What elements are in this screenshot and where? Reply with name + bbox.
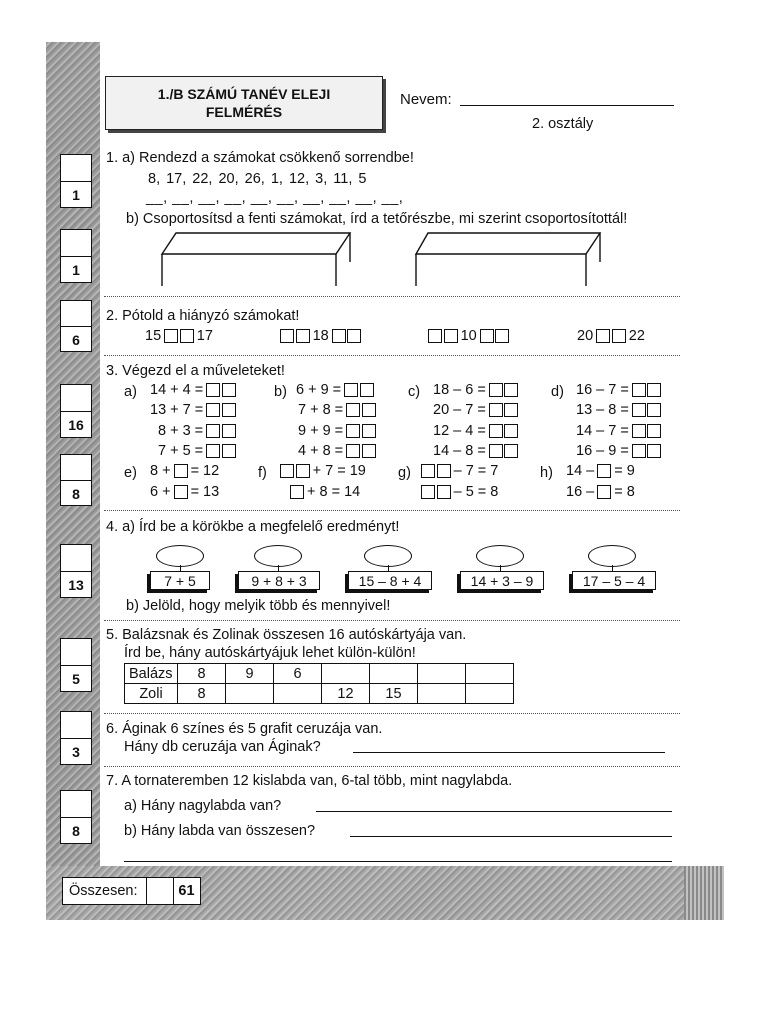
q3d-row bbox=[576, 443, 661, 459]
q3-equation: 4 + 8 = bbox=[298, 443, 344, 459]
q3-letter-h: h) bbox=[540, 465, 553, 481]
q4b-instruction: b) Jelöld, hogy melyik több és mennyivel! bbox=[126, 598, 391, 614]
section-divider bbox=[104, 355, 680, 356]
q3-equation: 20 – 7 = bbox=[433, 402, 486, 418]
q2-number: 15 bbox=[145, 328, 162, 344]
answer-box[interactable] bbox=[180, 329, 194, 343]
answer-box[interactable] bbox=[362, 424, 376, 438]
cards-table bbox=[124, 663, 514, 704]
score-value: 1 bbox=[72, 262, 80, 278]
q3-equation-part: + 8 = 14 bbox=[307, 484, 361, 500]
q3b-row bbox=[298, 402, 376, 418]
answer-box[interactable] bbox=[421, 485, 435, 499]
q3-equation-part: = 9 bbox=[614, 463, 635, 479]
q2-number: 18 bbox=[312, 328, 329, 344]
answer-box[interactable] bbox=[222, 403, 236, 417]
q3-equation: 14 – 8 = bbox=[433, 443, 486, 459]
answer-box[interactable] bbox=[174, 485, 188, 499]
q3-equation: 8 + 3 = bbox=[158, 423, 204, 439]
answer-box[interactable] bbox=[347, 329, 361, 343]
score-value: 8 bbox=[72, 823, 80, 839]
q3-equation-part: 8 + bbox=[150, 463, 171, 479]
q3e-row bbox=[150, 484, 219, 500]
answer-circle[interactable] bbox=[588, 545, 636, 567]
expression-box: 17 – 5 – 4 bbox=[572, 571, 656, 590]
table-cell[interactable]: 8 bbox=[178, 664, 226, 684]
answer-box[interactable] bbox=[296, 464, 310, 478]
q3b-row bbox=[298, 423, 376, 439]
total-score bbox=[62, 877, 201, 905]
score-box-6[interactable] bbox=[60, 711, 92, 765]
table-cell[interactable]: 6 bbox=[274, 664, 322, 684]
answer-box[interactable] bbox=[444, 329, 458, 343]
score-value: 13 bbox=[68, 577, 84, 593]
score-box-4[interactable] bbox=[60, 544, 92, 598]
answer-box[interactable] bbox=[362, 444, 376, 458]
answer-box[interactable] bbox=[612, 329, 626, 343]
q3-equation: 18 – 6 = bbox=[433, 382, 486, 398]
score-box-7[interactable] bbox=[60, 790, 92, 844]
q6-text-line-1: 6. Áginak 6 színes és 5 grafit ceruzája van. bbox=[106, 721, 383, 737]
answer-circle[interactable] bbox=[364, 545, 412, 567]
answer-box[interactable] bbox=[222, 444, 236, 458]
q3-equation-part: 16 – bbox=[566, 484, 595, 500]
q3c-row bbox=[433, 443, 518, 459]
table-row-zoli bbox=[125, 684, 514, 704]
q3-equation-part: = 13 bbox=[190, 484, 220, 500]
q3-equation-part: + 7 = 19 bbox=[312, 463, 366, 479]
answer-box[interactable] bbox=[280, 329, 294, 343]
answer-box[interactable] bbox=[346, 424, 360, 438]
table-cell: Zoli bbox=[125, 684, 178, 704]
score-box-1b[interactable] bbox=[60, 229, 92, 283]
expression-box: 9 + 8 + 3 bbox=[238, 571, 320, 590]
table-cell[interactable]: 15 bbox=[370, 684, 418, 704]
answer-box[interactable] bbox=[222, 383, 236, 397]
answer-box[interactable] bbox=[206, 444, 220, 458]
q1-numbers: 8, 17, 22, 20, 26, 1, 12, 3, 11, 5 bbox=[148, 171, 367, 187]
table-cell[interactable] bbox=[466, 684, 514, 704]
q1b-instruction: b) Csoportosítsd a fenti számokat, írd a tetőrészbe, mi szerint csoportosítottál! bbox=[126, 211, 628, 227]
q3-equation: 14 – 7 = bbox=[576, 423, 629, 439]
total-label: Összesen: bbox=[63, 878, 147, 904]
answer-box[interactable] bbox=[489, 403, 503, 417]
q3-equation: 13 + 7 = bbox=[150, 402, 204, 418]
q3-equation-part: 14 – bbox=[566, 463, 595, 479]
q2-group-1 bbox=[145, 328, 213, 344]
score-value: 5 bbox=[72, 671, 80, 687]
answer-box[interactable] bbox=[346, 403, 360, 417]
q3g-row bbox=[421, 484, 498, 500]
q7-extra-answer-line[interactable] bbox=[124, 861, 672, 862]
q3-letter-e: e) bbox=[124, 465, 137, 481]
score-box-3abcd[interactable] bbox=[60, 384, 92, 438]
q3-equation: 12 – 4 = bbox=[433, 423, 486, 439]
q3h-row bbox=[566, 463, 635, 479]
q3a-row bbox=[158, 443, 236, 459]
q3c-row bbox=[433, 382, 518, 398]
q7b-answer-line[interactable] bbox=[350, 836, 672, 837]
answer-box[interactable] bbox=[296, 329, 310, 343]
section-divider bbox=[104, 713, 680, 714]
q3-equation-part: – 5 = 8 bbox=[453, 484, 499, 500]
answer-box[interactable] bbox=[504, 383, 518, 397]
answer-box[interactable] bbox=[489, 383, 503, 397]
expression-box: 7 + 5 bbox=[150, 571, 210, 590]
section-divider bbox=[104, 620, 680, 621]
title-line-1: 1./B SZÁMÚ TANÉV ELEJI bbox=[157, 86, 331, 102]
q2-number: 17 bbox=[196, 328, 213, 344]
roof-box-left[interactable] bbox=[160, 232, 352, 288]
q3-equation: 6 + 9 = bbox=[296, 382, 342, 398]
answer-box[interactable] bbox=[480, 329, 494, 343]
q3d-row bbox=[576, 402, 661, 418]
answer-box[interactable] bbox=[206, 424, 220, 438]
q2-number: 10 bbox=[460, 328, 477, 344]
answer-box[interactable] bbox=[344, 383, 358, 397]
q2-group-4 bbox=[577, 328, 645, 344]
expression-box: 15 – 8 + 4 bbox=[348, 571, 432, 590]
table-cell[interactable]: 12 bbox=[322, 684, 370, 704]
q3-letter-b: b) bbox=[274, 384, 287, 400]
answer-box[interactable] bbox=[346, 444, 360, 458]
q6-answer-line[interactable] bbox=[353, 752, 665, 753]
answer-box[interactable] bbox=[504, 444, 518, 458]
table-cell[interactable] bbox=[418, 664, 466, 684]
answer-box[interactable] bbox=[428, 329, 442, 343]
score-box-5[interactable] bbox=[60, 638, 92, 692]
answer-box[interactable] bbox=[632, 383, 646, 397]
table-cell[interactable]: 8 bbox=[178, 684, 226, 704]
worksheet-title bbox=[105, 76, 383, 130]
q3-equation-part: – 7 = 7 bbox=[453, 463, 499, 479]
answer-box[interactable] bbox=[437, 485, 451, 499]
q3a-row bbox=[150, 402, 236, 418]
answer-circle[interactable] bbox=[254, 545, 302, 567]
table-row-balazs bbox=[125, 664, 514, 684]
roof-box-right[interactable] bbox=[414, 232, 602, 288]
score-box-2[interactable] bbox=[60, 300, 92, 352]
q2-group-2 bbox=[280, 328, 361, 344]
table-cell[interactable] bbox=[370, 664, 418, 684]
q7a-question: a) Hány nagylabda van? bbox=[124, 798, 282, 814]
score-value: 1 bbox=[72, 187, 80, 203]
q7b-question: b) Hány labda van összesen? bbox=[124, 823, 316, 839]
answer-box[interactable] bbox=[332, 329, 346, 343]
q7-text: 7. A tornateremben 12 kislabda van, 6-tal több, mint nagylabda. bbox=[106, 773, 513, 789]
table-cell[interactable] bbox=[466, 664, 514, 684]
q3-instruction: 3. Végezd el a műveleteket! bbox=[106, 363, 285, 379]
q3-letter-f: f) bbox=[258, 465, 267, 481]
q3-equation-part: = 8 bbox=[614, 484, 635, 500]
answer-box[interactable] bbox=[360, 383, 374, 397]
answer-box[interactable] bbox=[290, 485, 304, 499]
q3g-row bbox=[421, 463, 498, 479]
table-cell[interactable] bbox=[226, 684, 274, 704]
q3b-row bbox=[298, 443, 376, 459]
q3-equation: 16 – 7 = bbox=[576, 382, 629, 398]
q1-answer-blanks[interactable]: __, __, __, __, __, __, __, __, __, __, bbox=[146, 190, 404, 206]
q3f-row bbox=[290, 484, 360, 500]
q5-text-line-2: Írd be, hány autóskártyájuk lehet külön-külön! bbox=[124, 645, 416, 661]
answer-box[interactable] bbox=[504, 403, 518, 417]
q3-equation: 9 + 9 = bbox=[298, 423, 344, 439]
q3-equation: 13 – 8 = bbox=[576, 402, 629, 418]
q2-number: 22 bbox=[628, 328, 645, 344]
q3-letter-a: a) bbox=[124, 384, 137, 400]
q3h-row bbox=[566, 484, 635, 500]
answer-box[interactable] bbox=[206, 383, 220, 397]
answer-box[interactable] bbox=[632, 424, 646, 438]
answer-box[interactable] bbox=[489, 424, 503, 438]
table-cell[interactable] bbox=[274, 684, 322, 704]
answer-box[interactable] bbox=[647, 383, 661, 397]
q3-equation: 16 – 9 = bbox=[576, 443, 629, 459]
q3d-row bbox=[576, 382, 661, 398]
answer-box[interactable] bbox=[632, 444, 646, 458]
total-max-value: 61 bbox=[178, 883, 195, 899]
answer-box[interactable] bbox=[437, 464, 451, 478]
q2-number: 20 bbox=[577, 328, 594, 344]
q4a-instruction: 4. a) Írd be a körökbe a megfelelő eredményt! bbox=[106, 519, 400, 535]
q3c-row bbox=[433, 423, 518, 439]
answer-box[interactable] bbox=[597, 464, 611, 478]
total-earned-field[interactable] bbox=[147, 878, 174, 904]
table-cell[interactable] bbox=[322, 664, 370, 684]
answer-box[interactable] bbox=[632, 403, 646, 417]
answer-box[interactable] bbox=[222, 424, 236, 438]
answer-box[interactable] bbox=[647, 444, 661, 458]
score-value: 16 bbox=[68, 417, 84, 433]
section-divider bbox=[104, 296, 680, 297]
answer-box[interactable] bbox=[206, 403, 220, 417]
answer-box[interactable] bbox=[174, 464, 188, 478]
score-value: 3 bbox=[72, 744, 80, 760]
q3-equation-part: 6 + bbox=[150, 484, 171, 500]
score-value: 6 bbox=[72, 331, 80, 348]
section-divider bbox=[104, 766, 680, 767]
answer-circle[interactable] bbox=[476, 545, 524, 567]
q3-equation: 7 + 8 = bbox=[298, 402, 344, 418]
q3e-row bbox=[150, 463, 219, 479]
answer-box[interactable] bbox=[596, 329, 610, 343]
q3-equation-part: = 12 bbox=[190, 463, 220, 479]
answer-box[interactable] bbox=[597, 485, 611, 499]
q3-letter-c: c) bbox=[408, 384, 421, 400]
answer-box[interactable] bbox=[362, 403, 376, 417]
q2-group-3 bbox=[428, 328, 509, 344]
score-value: 8 bbox=[72, 485, 80, 502]
answer-circle[interactable] bbox=[156, 545, 204, 567]
q3f-row bbox=[280, 463, 366, 479]
answer-box[interactable] bbox=[647, 403, 661, 417]
answer-box[interactable] bbox=[421, 464, 435, 478]
answer-box[interactable] bbox=[647, 424, 661, 438]
grade-label: 2. osztály bbox=[532, 116, 594, 132]
q3-letter-g: g) bbox=[398, 465, 411, 481]
expression-box: 14 + 3 – 9 bbox=[460, 571, 544, 590]
q3-equation: 14 + 4 = bbox=[150, 382, 204, 398]
table-cell[interactable] bbox=[418, 684, 466, 704]
q3-equation: 7 + 5 = bbox=[158, 443, 204, 459]
q3b-row bbox=[296, 382, 374, 398]
answer-box[interactable] bbox=[495, 329, 509, 343]
name-label: Nevem: bbox=[400, 91, 452, 108]
title-line-2: FELMÉRÉS bbox=[205, 104, 283, 120]
name-field[interactable] bbox=[460, 105, 674, 106]
q3c-row bbox=[433, 402, 518, 418]
section-divider bbox=[104, 510, 680, 511]
q3-letter-d: d) bbox=[551, 384, 564, 400]
q7a-answer-line[interactable] bbox=[316, 811, 672, 812]
q3a-row bbox=[150, 382, 236, 398]
answer-box[interactable] bbox=[489, 444, 503, 458]
q2-instruction: 2. Pótold a hiányzó számokat! bbox=[106, 308, 300, 324]
answer-box[interactable] bbox=[504, 424, 518, 438]
q3d-row bbox=[576, 423, 661, 439]
table-cell[interactable]: 9 bbox=[226, 664, 274, 684]
table-cell: Balázs bbox=[125, 664, 178, 684]
score-box-1a[interactable] bbox=[60, 154, 92, 208]
answer-box[interactable] bbox=[280, 464, 294, 478]
q1a-instruction: 1. a) Rendezd a számokat csökkenő sorrendbe! bbox=[106, 150, 414, 166]
q3a-row bbox=[158, 423, 236, 439]
answer-box[interactable] bbox=[164, 329, 178, 343]
q6-text-line-2: Hány db ceruzája van Áginak? bbox=[124, 739, 321, 755]
q5-text-line-1: 5. Balázsnak és Zolinak összesen 16 autóskártyája van. bbox=[106, 627, 467, 643]
score-box-3efgh[interactable] bbox=[60, 454, 92, 506]
